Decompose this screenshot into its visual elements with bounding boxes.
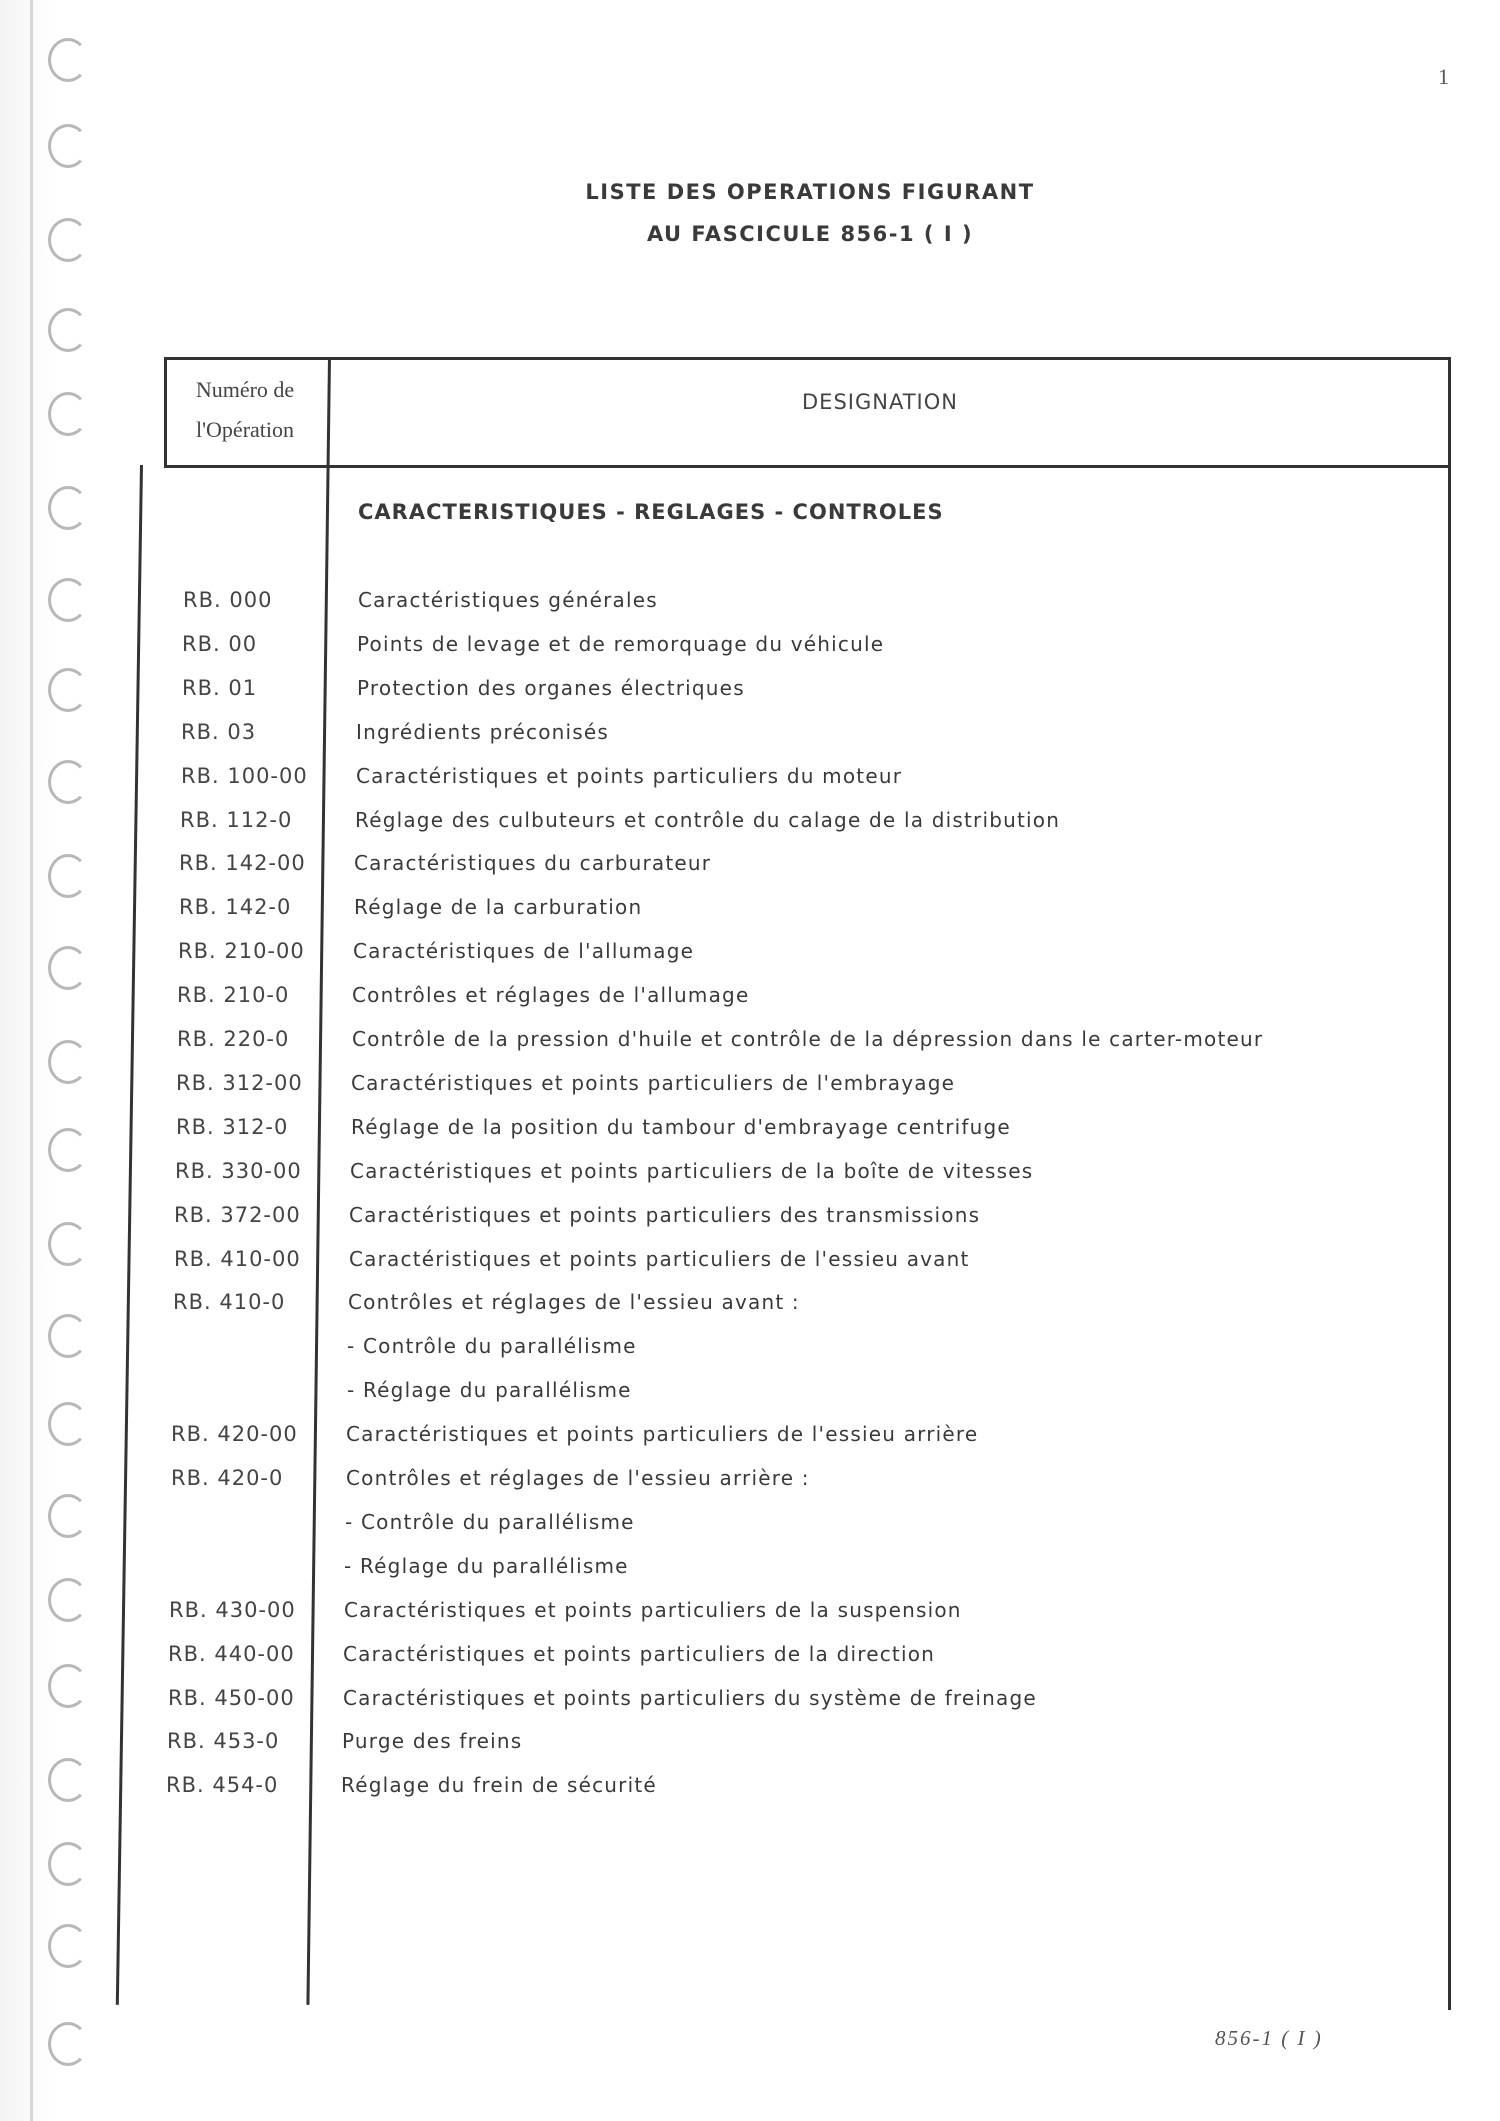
binder-hole [48, 308, 88, 352]
table-row [0, 764, 1440, 804]
operation-designation: - Réglage du parallélisme [344, 1554, 629, 1578]
operation-code: RB. 000 [183, 588, 273, 612]
footer-reference: 856-1 ( I ) [1215, 2026, 1323, 2050]
operation-code: RB. 372-00 [174, 1203, 301, 1227]
binder-hole [48, 486, 88, 530]
table-row [0, 1773, 1440, 1813]
operation-code: RB. 450-00 [168, 1686, 295, 1710]
table-row [0, 895, 1440, 935]
table-row [0, 1422, 1440, 1462]
column-header-number-line-1: Numéro de [195, 377, 295, 402]
operation-code: RB. 100-00 [181, 764, 308, 788]
page-number: 1 [1438, 64, 1449, 89]
operation-designation: Contrôles et réglages de l'essieu arrière : [346, 1466, 810, 1490]
operation-designation: - Contrôle du parallélisme [347, 1334, 637, 1358]
operation-designation: Caractéristiques de l'allumage [353, 939, 695, 963]
operation-designation: Caractéristiques et points particuliers de la suspension [344, 1598, 962, 1622]
table-row [0, 1334, 1440, 1374]
operation-designation: - Contrôle du parallélisme [345, 1510, 635, 1534]
operation-designation: - Réglage du parallélisme [347, 1378, 632, 1402]
operation-code: RB. 440-00 [168, 1642, 295, 1666]
operation-designation: Caractéristiques et points particuliers du moteur [356, 764, 903, 788]
operation-code: RB. 03 [181, 720, 257, 744]
table-row [0, 1729, 1440, 1769]
binder-hole [48, 2022, 88, 2066]
operation-designation: Purge des freins [342, 1729, 523, 1753]
section-title: CARACTERISTIQUES - REGLAGES - CONTROLES [358, 500, 944, 524]
table-row [0, 1598, 1440, 1638]
operation-designation: Caractéristiques et points particuliers de la direction [343, 1642, 936, 1666]
binder-hole [48, 1842, 88, 1886]
operation-code: RB. 410-0 [173, 1290, 286, 1314]
operation-designation: Contrôles et réglages de l'essieu avant : [348, 1290, 800, 1314]
operation-code: RB. 01 [182, 676, 258, 700]
operation-designation: Réglage de la carburation [354, 895, 643, 919]
operation-code: RB. 142-0 [179, 895, 292, 919]
table-row [0, 1290, 1440, 1330]
column-header-number-line-2: l'Opération [195, 417, 295, 442]
binder-hole [48, 38, 88, 82]
operation-code: RB. 430-00 [169, 1598, 296, 1622]
operation-code: RB. 330-00 [175, 1159, 302, 1183]
operation-code: RB. 210-00 [178, 939, 305, 963]
operation-designation: Caractéristiques et points particuliers de l'essieu arrière [346, 1422, 979, 1446]
operation-designation: Protection des organes électriques [357, 676, 745, 700]
table-row [0, 676, 1440, 716]
operation-code: RB. 420-0 [171, 1466, 284, 1490]
binder-hole [48, 124, 88, 168]
binder-hole [48, 1924, 88, 1968]
operation-code: RB. 420-00 [171, 1422, 298, 1446]
column-header-number [170, 370, 320, 450]
table-row [0, 1554, 1440, 1594]
operation-code: RB. 410-00 [174, 1247, 301, 1271]
operation-code: RB. 312-00 [176, 1071, 303, 1095]
table-row [0, 1203, 1440, 1243]
operation-designation: Caractéristiques et points particuliers de la boîte de vitesses [350, 1159, 1034, 1183]
operation-designation: Réglage de la position du tambour d'embrayage centrifuge [351, 1115, 1011, 1139]
table-row [0, 939, 1440, 979]
table-row [0, 851, 1440, 891]
operation-designation: Caractéristiques générales [358, 588, 658, 612]
operation-code: RB. 142-00 [179, 851, 306, 875]
operation-code: RB. 210-0 [177, 983, 290, 1007]
operation-code: RB. 00 [182, 632, 258, 656]
table-row [0, 1510, 1440, 1550]
operation-designation: Ingrédients préconisés [356, 720, 610, 744]
table-header-left-border [164, 357, 167, 465]
table-row [0, 720, 1440, 760]
operation-designation: Caractéristiques et points particuliers des transmissions [349, 1203, 981, 1227]
operation-code: RB. 312-0 [176, 1115, 289, 1139]
binder-hole [48, 218, 88, 262]
operation-designation: Caractéristiques du carburateur [354, 851, 712, 875]
operation-designation: Caractéristiques et points particuliers du système de freinage [343, 1686, 1037, 1710]
table-row [0, 1247, 1440, 1287]
table-header-right-border [1448, 357, 1451, 465]
operation-code: RB. 454-0 [166, 1773, 279, 1797]
operation-designation: Points de levage et de remorquage du véhicule [357, 632, 885, 656]
binder-hole [48, 392, 88, 436]
operation-designation: Réglage du frein de sécurité [341, 1773, 657, 1797]
operation-designation: Caractéristiques et points particuliers de l'essieu avant [349, 1247, 970, 1271]
table-row [0, 1642, 1440, 1682]
table-row [0, 1027, 1440, 1067]
operation-designation: Contrôle de la pression d'huile et contrôle de la dépression dans le carter-moteur [352, 1027, 1264, 1051]
table-row [0, 588, 1440, 628]
table-right-rule [1448, 465, 1451, 2010]
operation-designation: Contrôles et réglages de l'allumage [352, 983, 750, 1007]
operation-designation: Caractéristiques et points particuliers de l'embrayage [351, 1071, 956, 1095]
table-row [0, 1378, 1440, 1418]
table-row [0, 1466, 1440, 1506]
document-title-line-2: AU FASCICULE 856-1 ( I ) [646, 222, 974, 246]
table-top-border [166, 357, 1451, 360]
operation-code: RB. 112-0 [180, 808, 293, 832]
table-row [0, 983, 1440, 1023]
table-row [0, 1686, 1440, 1726]
table-row [0, 808, 1440, 848]
column-header-designation: DESIGNATION [802, 390, 958, 414]
table-row [0, 1071, 1440, 1111]
operation-code: RB. 453-0 [167, 1729, 280, 1753]
table-row [0, 1115, 1440, 1155]
table-row [0, 1159, 1440, 1199]
operation-designation: Réglage des culbuteurs et contrôle du calage de la distribution [355, 808, 1061, 832]
table-header-bottom-border [164, 465, 1449, 468]
document-title-line-1: LISTE DES OPERATIONS FIGURANT [585, 180, 1035, 204]
operation-code: RB. 220-0 [177, 1027, 290, 1051]
table-row [0, 632, 1440, 672]
